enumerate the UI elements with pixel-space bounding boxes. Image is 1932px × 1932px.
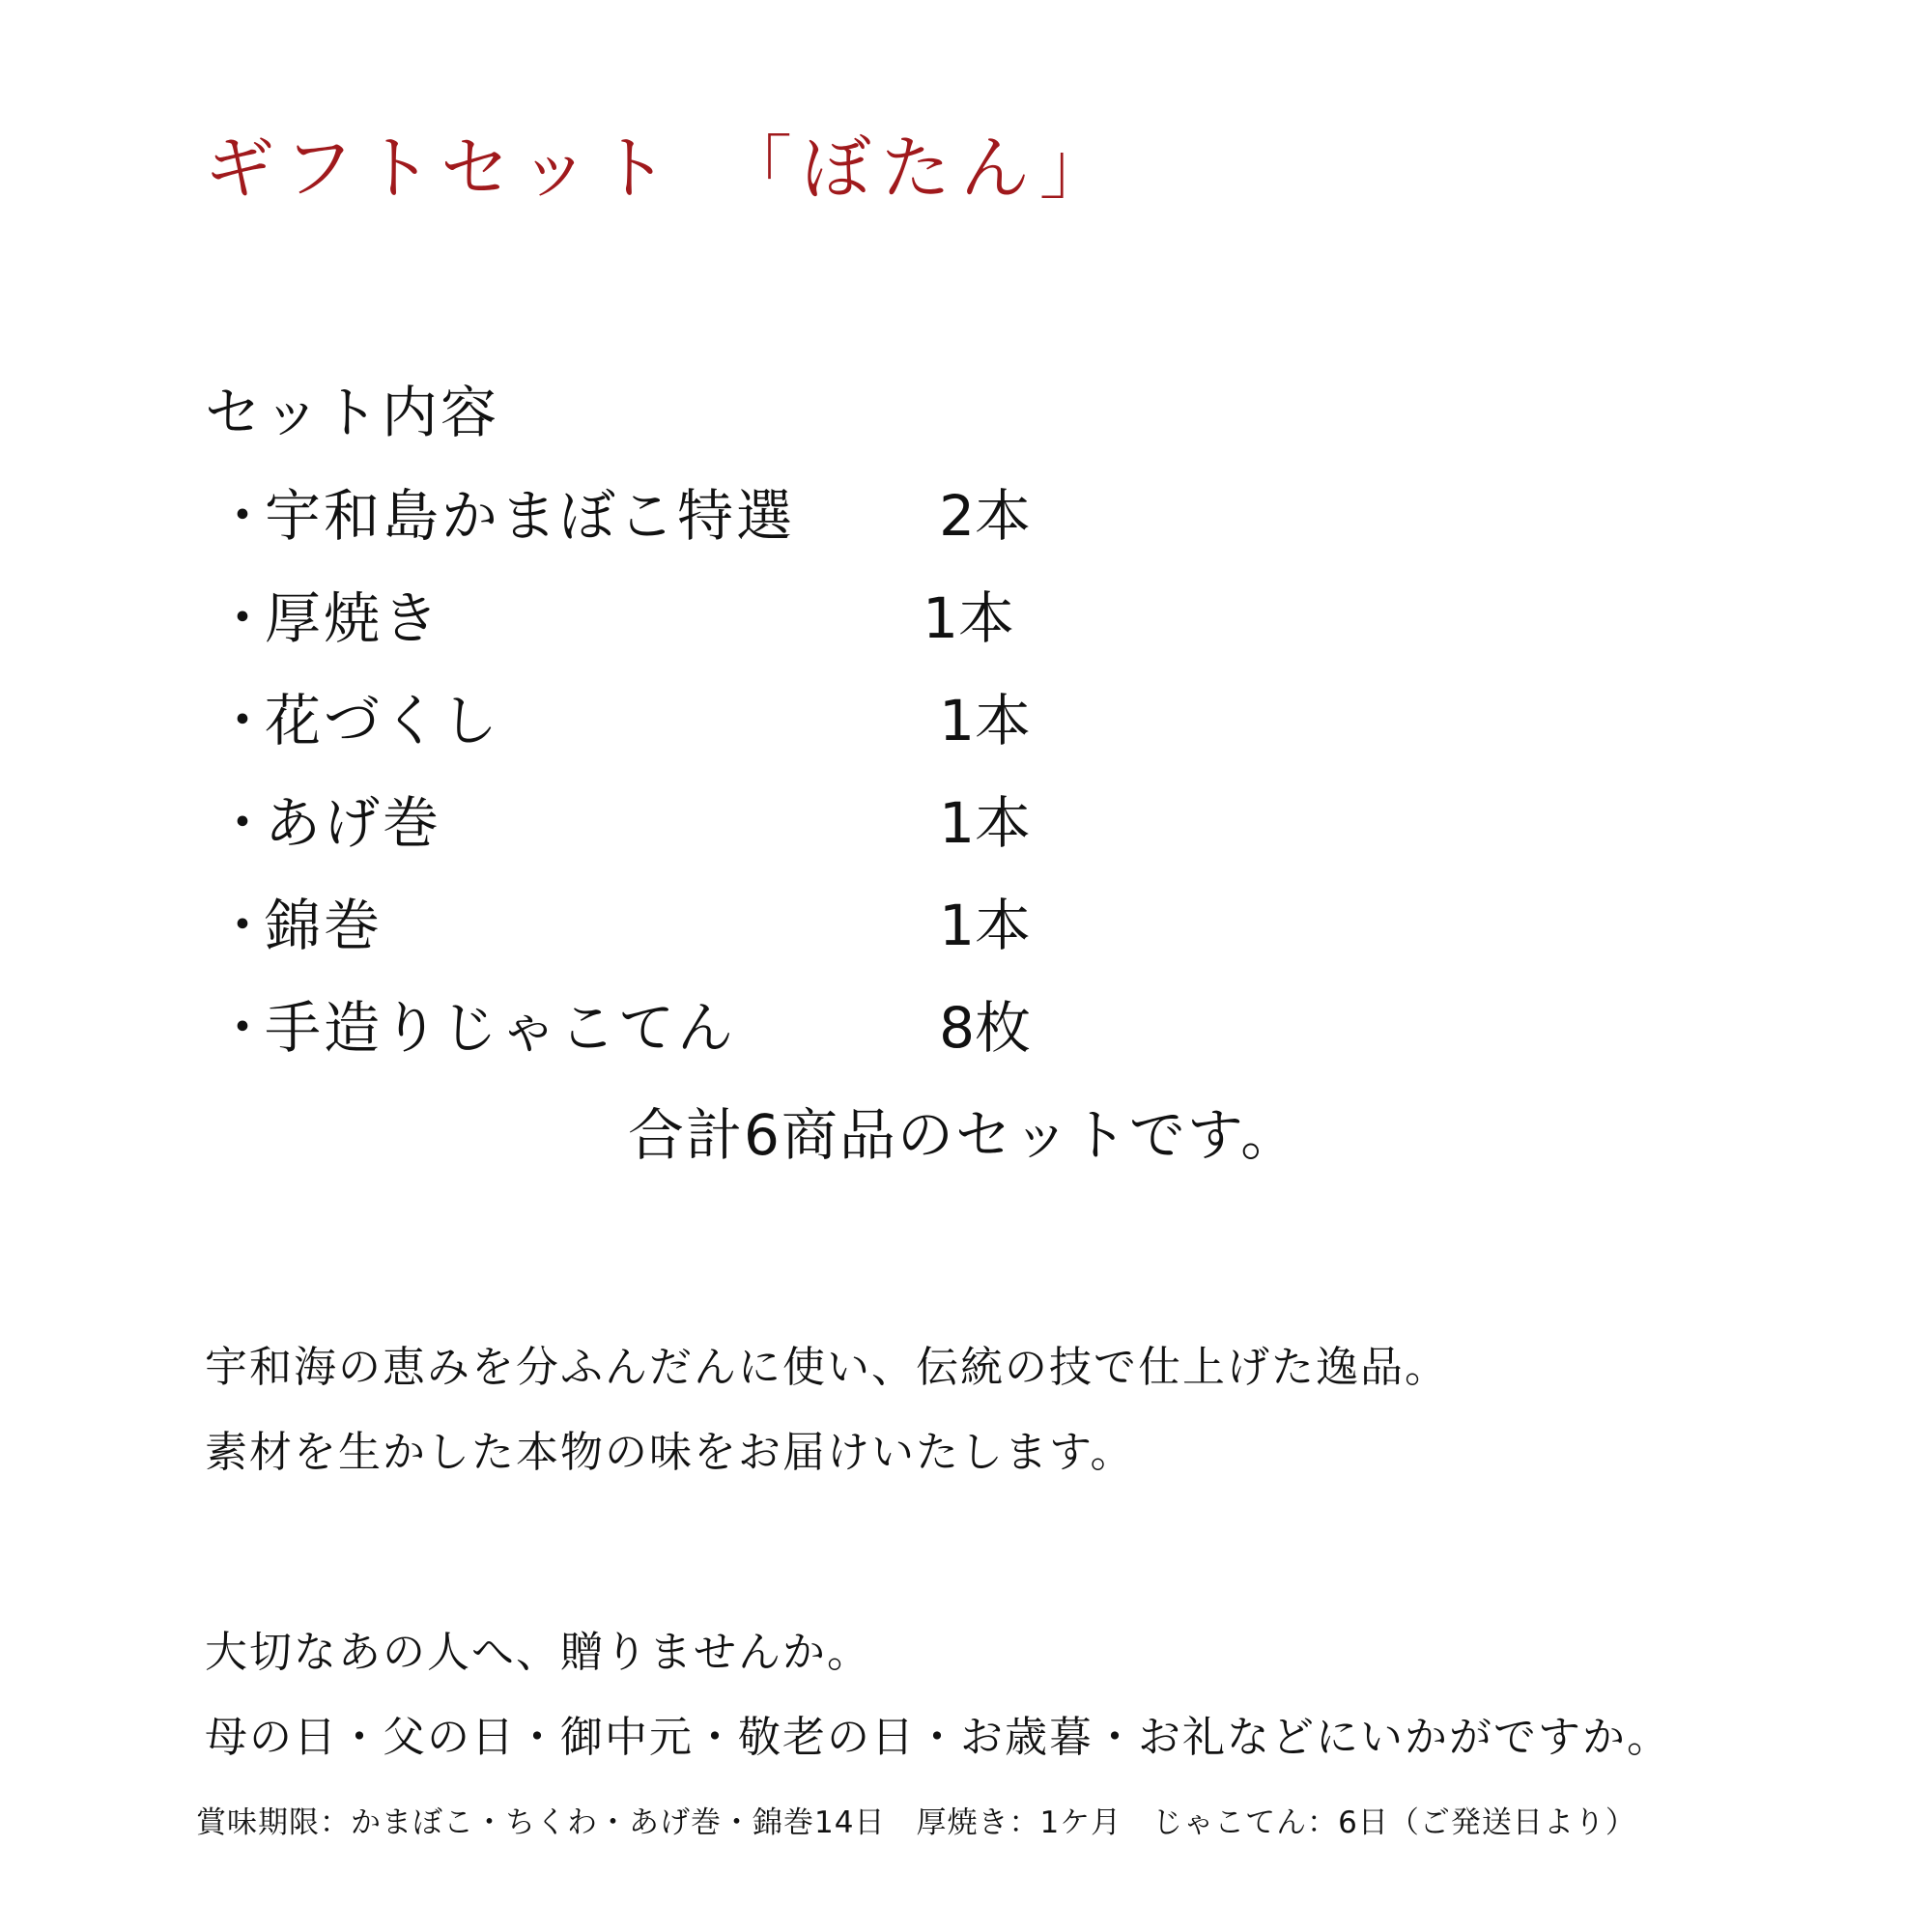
item-quantity: 2本 xyxy=(939,483,1031,549)
description-line: 素材を生かした本物の味をお届けいたします。 xyxy=(205,1428,1135,1477)
description-line: 宇和海の恵みを分ふんだんに使い、伝統の技で仕上げた逸品。 xyxy=(205,1343,1449,1392)
list-item xyxy=(205,585,1074,693)
item-quantity: 1本 xyxy=(939,790,1031,856)
set-contents-heading: セット内容 xyxy=(205,380,500,445)
shelf-life-note: 賞味期限：かまぼこ・ちくわ・あげ巻・錦巻14日 厚焼き：1ケ月 じゃこてん：6日（ご発送日より） xyxy=(196,1805,1636,1840)
list-bullet: ・ xyxy=(214,688,271,753)
item-name: あげ巻 xyxy=(265,790,442,856)
product-title: ギフトセット 「ぼたん」 xyxy=(205,128,1119,209)
list-bullet: ・ xyxy=(214,790,271,856)
list-item xyxy=(205,483,1074,590)
gift-message-line: 大切なあの人へ、贈りませんか。 xyxy=(205,1628,871,1677)
product-description xyxy=(205,1325,1449,1495)
set-total-note: 合計6商品のセットです。 xyxy=(628,1102,1299,1168)
list-item xyxy=(205,790,1074,897)
item-name: 手造りじゃこてん xyxy=(265,995,737,1061)
list-bullet: ・ xyxy=(214,893,271,958)
gift-message-line: 母の日・父の日・御中元・敬老の日・お歳暮・お礼などにいかがですか。 xyxy=(205,1713,1671,1762)
item-quantity: 1本 xyxy=(923,585,1014,651)
set-contents-list xyxy=(205,483,1074,1102)
list-bullet: ・ xyxy=(214,585,271,651)
gift-message xyxy=(205,1610,1671,1780)
list-item xyxy=(205,893,1074,1000)
item-quantity: 1本 xyxy=(939,893,1031,958)
list-bullet: ・ xyxy=(214,995,271,1061)
item-name: 錦巻 xyxy=(265,893,384,958)
item-name: 花づくし xyxy=(265,688,501,753)
item-quantity: 8枚 xyxy=(939,995,1031,1061)
list-item xyxy=(205,688,1074,795)
list-item xyxy=(205,995,1074,1102)
item-name: 宇和島かまぼこ特選 xyxy=(265,483,796,549)
list-bullet: ・ xyxy=(214,483,271,549)
item-name: 厚焼き xyxy=(265,585,442,651)
item-quantity: 1本 xyxy=(939,688,1031,753)
